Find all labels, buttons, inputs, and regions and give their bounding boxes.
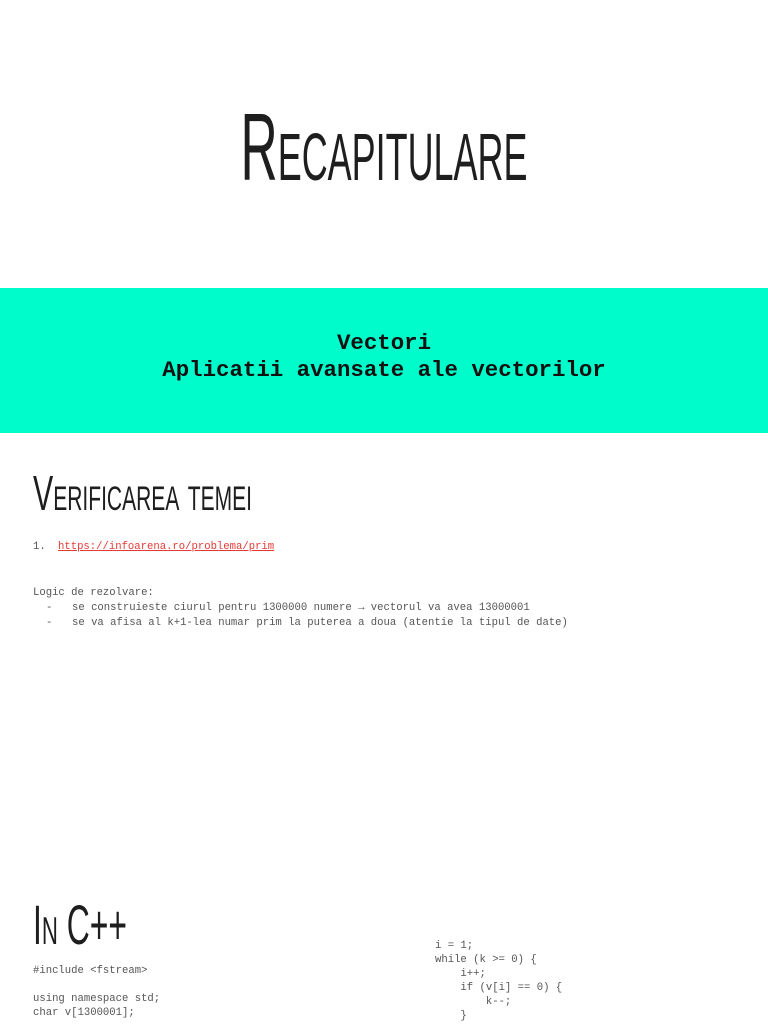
bullet-item: se va afisa al k+1-lea numar prim la puterea a doua (atentie la tipul de date) (72, 616, 568, 629)
code-line: using namespace std; (33, 993, 161, 1005)
code-line: #include <fstream> (33, 965, 148, 977)
code-line: i++; (435, 968, 486, 980)
code-line: i = 1; (435, 940, 474, 952)
code-line: k--; (435, 996, 512, 1008)
code-line: } (435, 1010, 467, 1022)
homework-slide (0, 433, 768, 865)
code-slide (0, 865, 768, 1024)
section-subtitle: Aplicatii avansate ale vectorilor (162, 357, 606, 383)
homework-heading (0, 433, 768, 533)
title-slide (0, 0, 768, 288)
homework-title: Verificarea temei (33, 467, 252, 521)
section-title: Vectori (336, 330, 432, 356)
bullet-item: se construieste ciurul pentru 1300000 numere → vectorul va avea 13000001 (72, 601, 530, 614)
code-line: if (v[i] == 0) { (435, 982, 563, 994)
code-line: char v[1300001]; (33, 1007, 135, 1019)
code-line: while (k >= 0) { (435, 954, 537, 966)
logic-heading: Logic de rezolvare: (33, 586, 154, 599)
code-title: In C++ (33, 893, 127, 956)
bullet-marker: - (46, 601, 53, 614)
deck-title: Recapitulare (240, 94, 528, 201)
problem-link[interactable]: https://infoarena.ro/problema/prim (58, 540, 275, 553)
list-item-number: 1. (33, 540, 46, 553)
bullet-marker: - (46, 616, 53, 629)
section-slide (0, 288, 768, 433)
title-slide-heading (0, 0, 768, 288)
code-heading (0, 865, 768, 955)
